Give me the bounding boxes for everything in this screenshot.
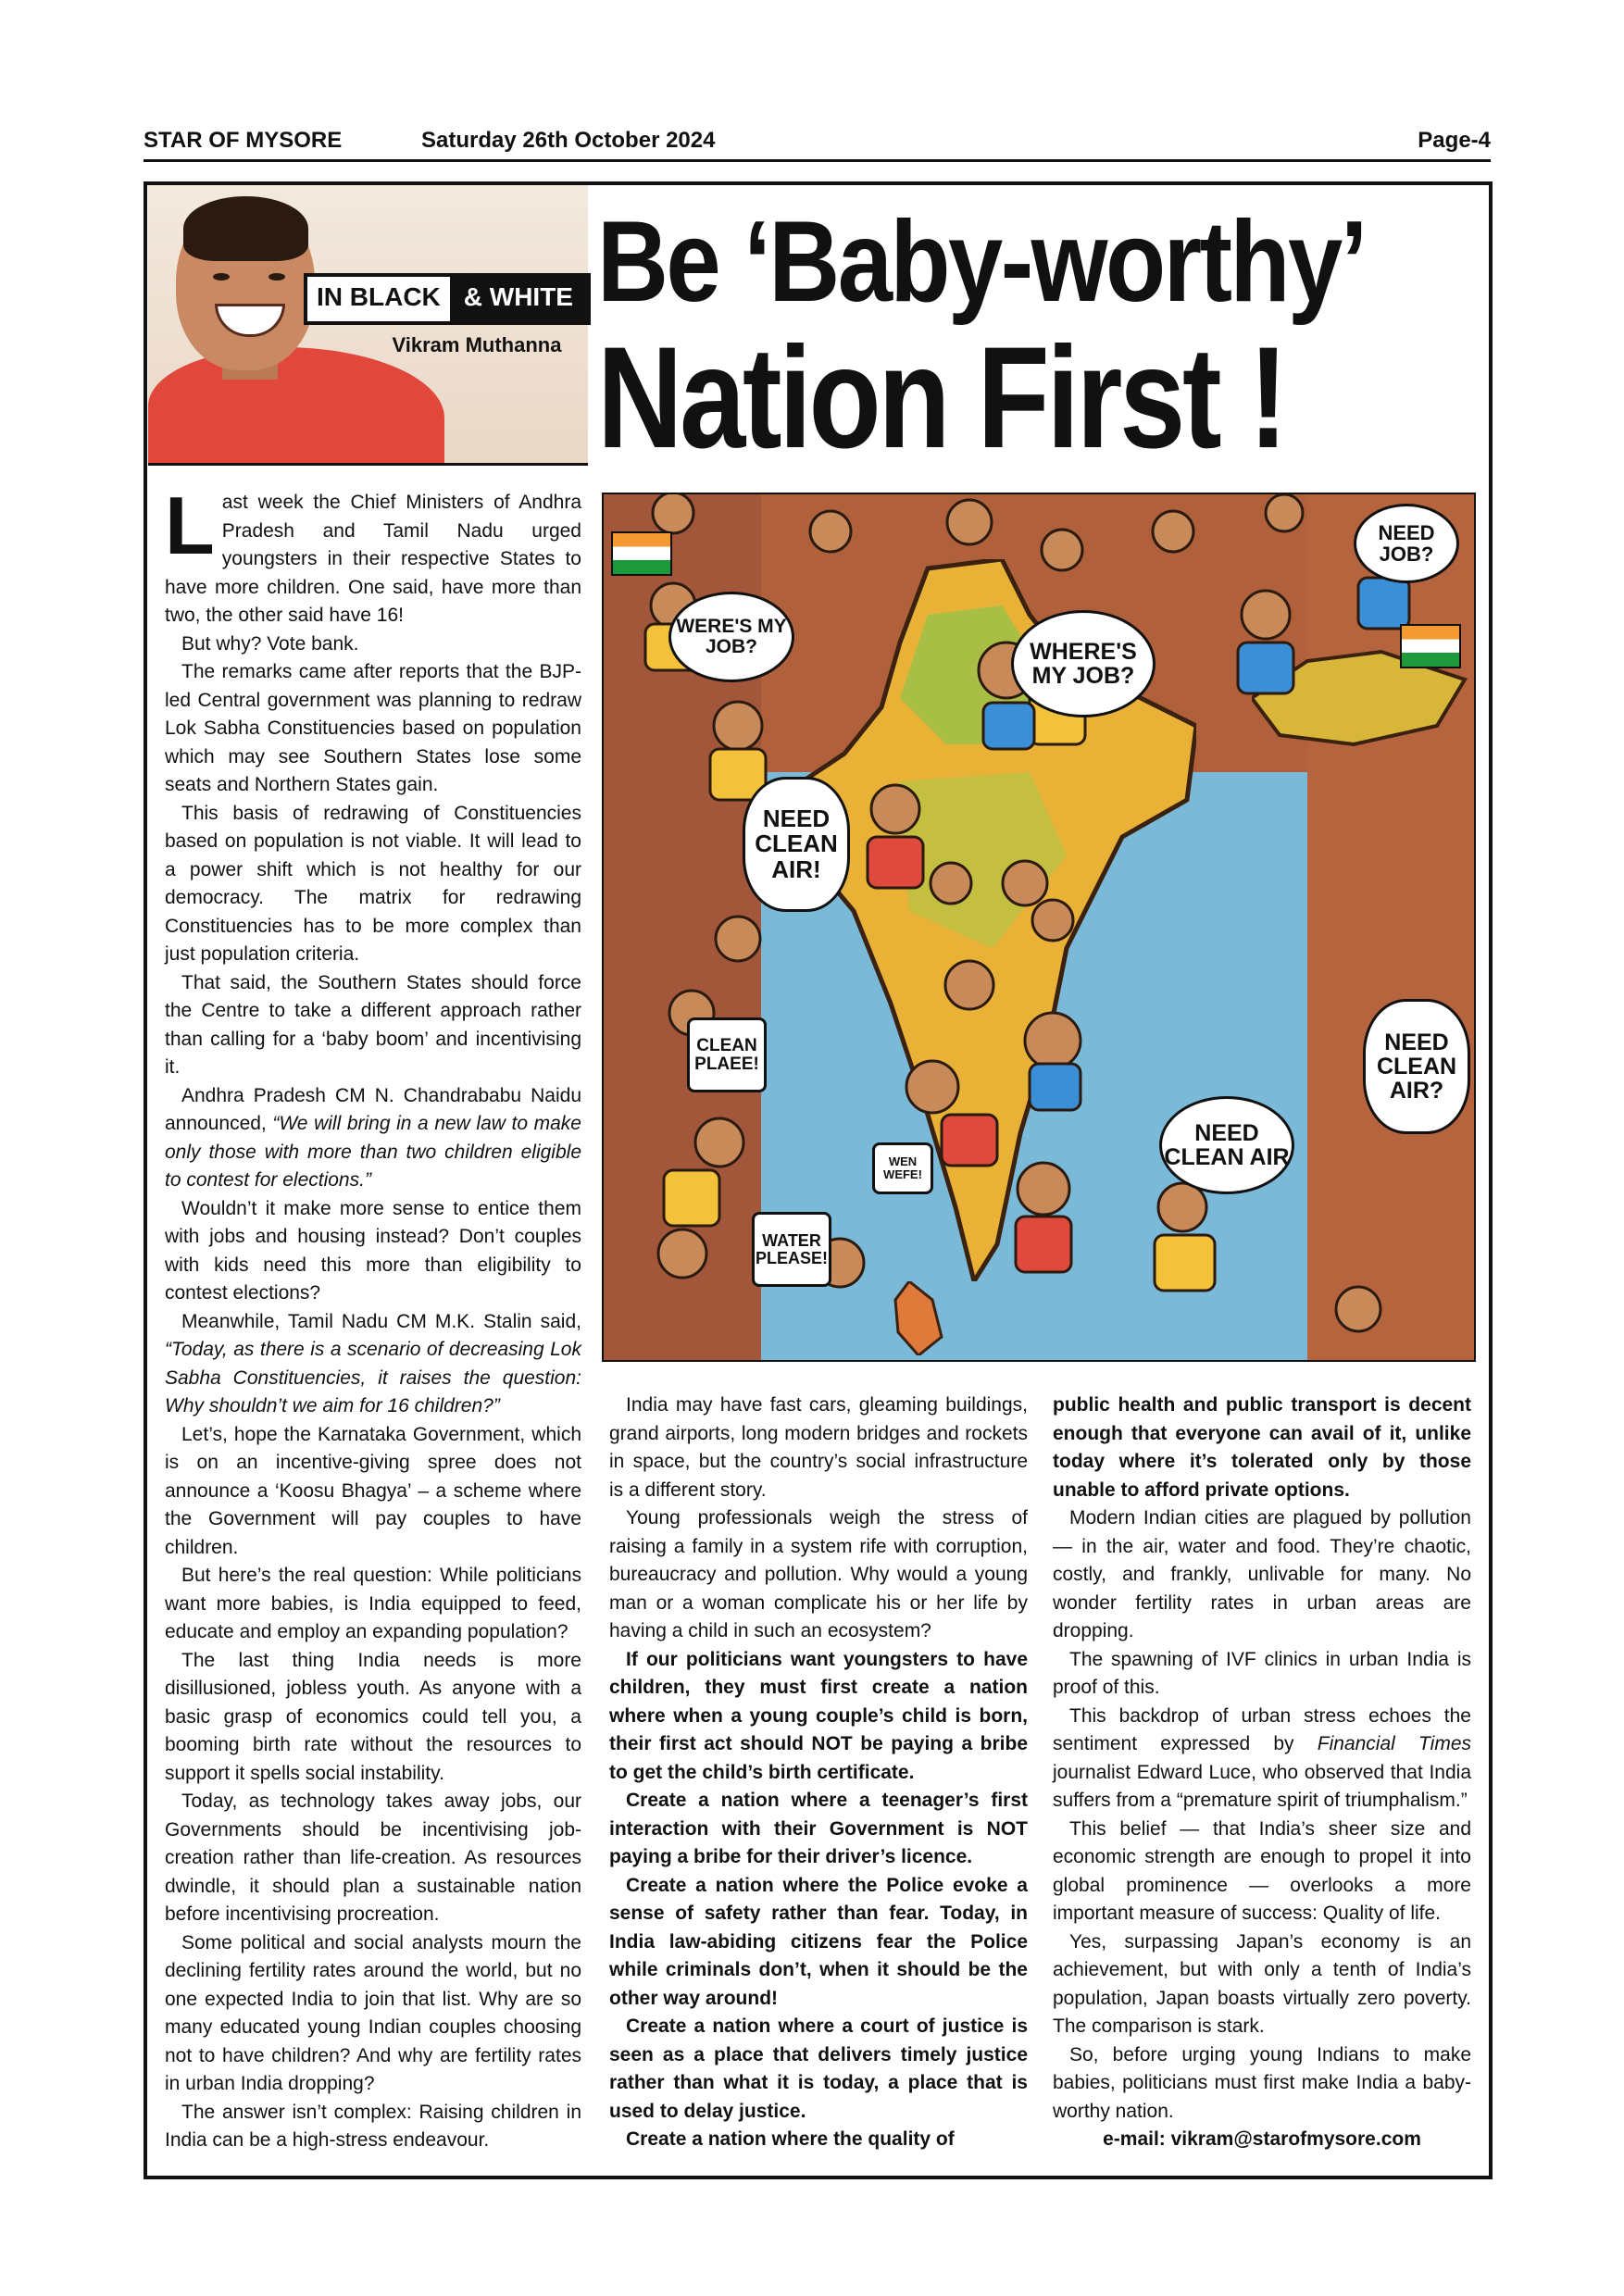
paragraph: So, before urging young Indians to make babies, politicians must first make India a baby-worthy nation.: [1053, 2043, 1471, 2122]
paragraph: This basis of redrawing of Constituencies based on population is not viable. It will lead to a power shift which is not healthy for our democracy. The matrix for redrawing Constituencies has to be more complex than just population criteria.: [165, 802, 581, 965]
quote: “Today, as there is a scenario of decreasing Lok Sabha Constituencies, it raises the question: Why shouldn’t we aim for 16 children?”: [165, 1339, 581, 1416]
author-email[interactable]: e-mail: vikram@starofmysore.com: [1103, 2128, 1421, 2150]
column-tag-right: & WHITE: [450, 277, 587, 321]
paragraph: India may have fast cars, gleaming buildings, grand airports, long modern bridges and rockets in space, but the country’s social infrastructure is a different story.: [609, 1394, 1028, 1501]
paragraph: Some political and social analysts mourn the declining fertility rates around the world, but no one expected India to join that list. Why are so many educated young Indian couples choosing not to have children? And why are fertility rates in urban India dropping?: [165, 1931, 581, 2094]
paragraph: That said, the Southern States should force the Centre to take a different approach rather than calling for a ‘baby boom’ and incentivising it.: [165, 971, 581, 1078]
publication-name: STAR OF MYSORE: [144, 128, 343, 153]
paragraph-bold: Create a nation where a teenager’s first interaction with their Government is NOT paying a bribe for their driver’s licence.: [609, 1790, 1028, 1867]
paragraph-bold: Create a nation where the Police evoke a sense of safety rather than fear. Today, in India law-abiding citizens fear the Police while criminals don’t, when it should be the other way around!: [609, 1874, 1028, 2009]
paragraph-bold: Create a nation where the quality of: [626, 2128, 955, 2150]
speech-bubble: NEED CLEAN AIR!: [743, 777, 850, 912]
paragraph-bold: If our politicians want youngsters to have children, they must first create a nation where when a young couple’s child is born, their first act should NOT be paying a bribe to get the child’s birth certificate.: [609, 1648, 1028, 1783]
page-number: Page-4: [1418, 128, 1491, 153]
protest-sign: WEN WEFE!: [872, 1142, 933, 1194]
paragraph: But here’s the real question: While politicians want more babies, is India equipped to feed, educate and employ an expanding population?: [165, 1565, 581, 1642]
paragraph: Meanwhile, Tamil Nadu CM M.K. Stalin said,: [181, 1310, 581, 1332]
paragraph: This backdrop of urban stress echoes the sentiment expressed by: [1053, 1704, 1471, 1754]
paragraph: The answer isn’t complex: Raising children in India can be a high-stress endeavour.: [165, 2101, 581, 2151]
paragraph-bold: Create a nation where a court of justice is seen as a place that delivers timely justice rather than what it is today, a place that is used to delay justice.: [609, 2015, 1028, 2122]
column-header: [148, 185, 588, 463]
speech-bubble: WHERE'S MY JOB?: [1011, 610, 1156, 718]
article-column-1: [165, 480, 581, 2155]
issue-date: Saturday 26th October 2024: [421, 128, 716, 153]
drop-cap: L: [165, 480, 215, 571]
paragraph: The spawning of IVF clinics in urban India is proof of this.: [1053, 1648, 1471, 1698]
paragraph: Wouldn’t it make more sense to entice them with jobs and housing instead? Don’t couples with kids need this more than eligibility to contest elections?: [165, 1197, 581, 1304]
masthead-rule: [144, 159, 1491, 162]
paragraph: Young professionals weigh the stress of raising a family in a system rife with corruption, bureaucracy and pollution. Why would a young man or a woman complicate his or her life by having a child in such an ecosystem?: [609, 1507, 1028, 1641]
paragraph: The last thing India needs is more disillusioned, jobless youth. As anyone with a basic grasp of economics could tell you, a booming birth rate without the resources to support it spells social instability.: [165, 1649, 581, 1784]
column-tag: [304, 273, 591, 325]
headline-line-1: Be ‘Baby-worthy’: [597, 198, 1366, 326]
cartoon-illustration: [602, 493, 1476, 1362]
paragraph: Let’s, hope the Karnataka Government, which is on an incentive-giving spree does not announce a ‘Koosu Bhagya’ – a scheme where the Government will pay couples to have children.: [165, 1423, 581, 1558]
article-column-3: [1053, 1391, 1471, 2154]
indian-flag-icon: [611, 531, 672, 576]
protest-sign: WATER PLEASE!: [752, 1212, 831, 1287]
paragraph: But why? Vote bank.: [181, 632, 359, 655]
paragraph-bold: public health and public transport is decent enough that everyone can avail of it, unlike today where it’s tolerated only by those unable to afford private options.: [1053, 1394, 1471, 1501]
protest-sign: CLEAN PLAEE!: [687, 1017, 767, 1092]
paragraph: Modern Indian cities are plagued by pollution — in the air, water and food. They’re chaotic, costly, and frankly, unlivable for many. No wonder fertility rates in urban areas are dropping.: [1053, 1507, 1471, 1641]
speech-bubble: WERE'S MY JOB?: [668, 592, 794, 682]
paragraph: Today, as technology takes away jobs, our Governments should be incentivising job-creation rather than life-creation. As resources dwindle, it should plan a sustainable nation before incentivising procreation.: [165, 1791, 581, 1925]
header-rule: [148, 463, 588, 466]
author-byline: Vikram Muthanna: [392, 333, 562, 356]
masthead: [144, 128, 1491, 161]
paragraph: journalist Edward Luce, who observed that India suffers from a “premature spirit of triumphalism.”: [1053, 1761, 1471, 1811]
column-tag-left: IN BLACK: [307, 277, 450, 321]
paragraph: Andhra Pradesh CM N. Chandrababu Naidu announced,: [165, 1084, 581, 1134]
paragraph: This belief — that India’s sheer size and economic strength are enough to propel it into global prominence — overlooks a more important measure of success: Quality of life.: [1053, 1817, 1471, 1924]
headline-line-2: Nation First !: [597, 318, 1285, 479]
article-column-2: [609, 1391, 1028, 2154]
speech-bubble: NEED JOB?: [1354, 504, 1459, 583]
paragraph: The remarks came after reports that the BJP-led Central government was planning to redraw Lok Sabha Constituencies based on population which may see Southern States lose some seats and Northern States gain.: [165, 661, 581, 795]
speech-bubble: NEED CLEAN AIR?: [1363, 999, 1470, 1134]
quote: “We will bring in a new law to make only those with more than two children eligible to contest for elections.”: [165, 1113, 581, 1191]
indian-flag-icon: [1400, 624, 1461, 668]
paragraph: Yes, surpassing Japan’s economy is an achievement, but with only a tenth of India’s population, Japan boasts virtually zero poverty. The comparison is stark.: [1053, 1930, 1471, 2037]
speech-bubble: NEED CLEAN AIR: [1159, 1096, 1294, 1194]
publication-reference: Financial Times: [1317, 1733, 1471, 1754]
paragraph: ast week the Chief Ministers of Andhra Pradesh and Tamil Nadu urged youngsters in their respective States to have more children. One said, have more than two, the other said have 16!: [165, 492, 581, 626]
